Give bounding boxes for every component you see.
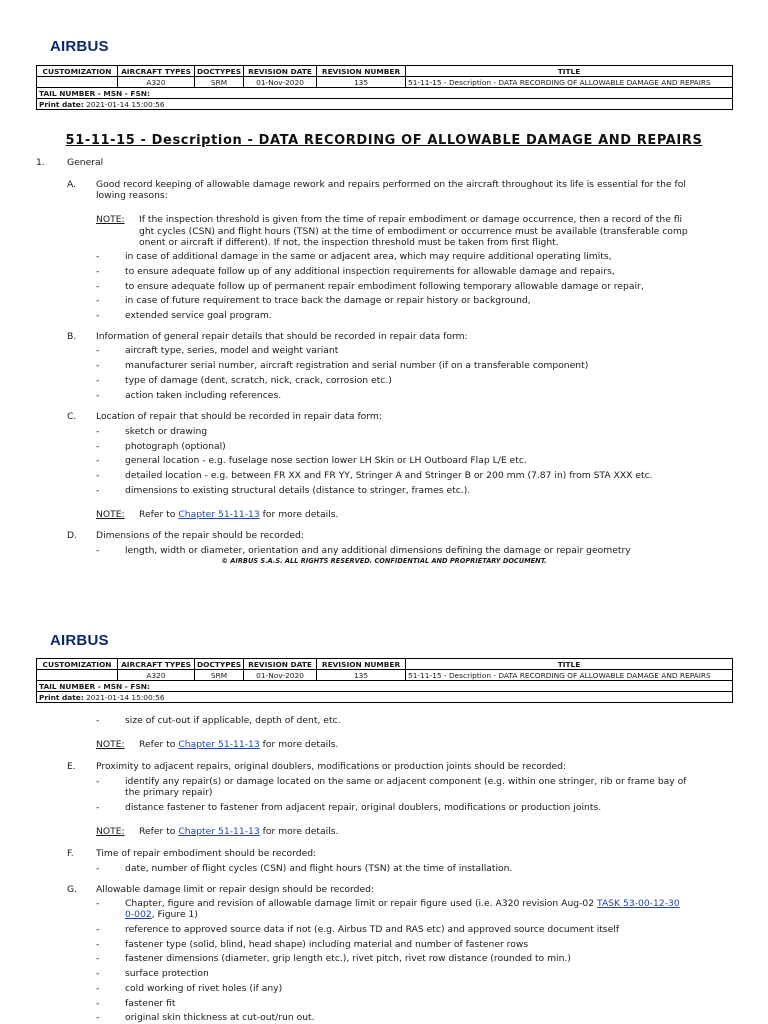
list-item: cold working of rivet holes (if any) (125, 983, 283, 994)
list-item: identify any repair(s) or damage located on the same or adjacent component (e.g. within one stringer, rib or frame bay of (125, 776, 687, 787)
list-dash: - (96, 345, 100, 356)
tail-number-label: TAIL NUMBER - MSN - FSN: (37, 88, 733, 99)
col-revision-date: REVISION DATE (244, 659, 317, 670)
section-heading: General (67, 157, 104, 168)
list-dash: - (96, 863, 100, 874)
note-text: ght cycles (CSN) and flight hours (TSN) at the time of embodiment or occurrence must be available (transferable comp (139, 226, 688, 237)
chapter-link[interactable]: Chapter 51-11-13 (178, 739, 260, 750)
list-item: to ensure adequate follow up of permanent repair embodiment following temporary allowable damage or repair, (125, 281, 644, 292)
chapter-link[interactable]: Chapter 51-11-13 (178, 509, 260, 520)
para-letter-g: G. (67, 884, 78, 895)
list-dash: - (96, 924, 100, 935)
col-title: TITLE (406, 66, 733, 77)
list-dash: - (96, 715, 100, 726)
airbus-logo: AIRBUS (50, 38, 109, 55)
list-item: photograph (optional) (125, 441, 226, 452)
list-dash: - (96, 295, 100, 306)
list-dash: - (96, 802, 100, 813)
task-link[interactable]: TASK 53-00-12-30 (597, 898, 680, 909)
note-label: NOTE: (96, 214, 125, 225)
col-customization: CUSTOMIZATION (37, 659, 118, 670)
document-title: 51-11-15 - Description - DATA RECORDING OF ALLOWABLE DAMAGE AND REPAIRS (65, 133, 703, 148)
para-letter-f: F. (67, 848, 74, 859)
list-item: fastener type (solid, blind, head shape) including material and number of fastener rows (125, 939, 529, 950)
cell-customization (37, 670, 118, 681)
print-date-value: 2021-01-14 15:00:56 (86, 99, 165, 109)
list-item-continued: the primary repair) (125, 787, 213, 798)
para-b-text: Information of general repair details that should be recorded in repair data form: (96, 331, 468, 342)
para-letter-d: D. (67, 530, 77, 541)
list-dash: - (96, 545, 100, 556)
list-item: in case of future requirement to trace back the damage or repair history or background, (125, 295, 531, 306)
para-d-text: Dimensions of the repair should be recorded: (96, 530, 304, 541)
list-item: action taken including references. (125, 390, 282, 401)
list-item: reference to approved source data if not (e.g. Airbus TD and RAS etc) and approved source document itself (125, 924, 620, 935)
list-dash: - (96, 266, 100, 277)
para-letter-c: C. (67, 411, 77, 422)
list-item: to ensure adequate follow up of any additional inspection requirements for allowable damage and repairs, (125, 266, 615, 277)
refer-text: Refer to (139, 739, 176, 750)
list-item: original skin thickness at cut-out/run out. (125, 1012, 315, 1023)
para-e-text: Proximity to adjacent repairs, original doublers, modifications or production joints should be recorded: (96, 761, 567, 772)
print-date-row (37, 692, 733, 703)
list-dash: - (96, 1012, 100, 1023)
note-refer (139, 739, 338, 750)
para-letter-b: B. (67, 331, 77, 342)
section-number: 1. (36, 157, 45, 168)
list-dash: - (96, 390, 100, 401)
list-item: general location - e.g. fuselage nose section lower LH Skin or LH Outboard Flap L/E etc. (125, 455, 527, 466)
tail-number-row (37, 88, 733, 99)
list-dash: - (96, 426, 100, 437)
list-dash: - (96, 983, 100, 994)
list-dash: - (96, 898, 100, 909)
tail-number-row (37, 681, 733, 692)
col-aircraft-types: AIRCRAFT TYPES (118, 659, 195, 670)
list-item: extended service goal program. (125, 310, 272, 321)
print-date-label: Print date: (39, 692, 84, 702)
list-dash: - (96, 375, 100, 386)
refer-tail: for more details. (262, 739, 339, 750)
list-dash: - (96, 455, 100, 466)
col-revision-number: REVISION NUMBER (317, 659, 406, 670)
list-dash: - (96, 281, 100, 292)
cell-title: 51-11-15 - Description - DATA RECORDING OF ALLOWABLE DAMAGE AND REPAIRS (406, 670, 733, 681)
note-text: If the inspection threshold is given from the time of repair embodiment or damage occurrence, then a record of the fli (139, 214, 683, 225)
list-dash: - (96, 953, 100, 964)
list-item: manufacturer serial number, aircraft registration and serial number (if on a transferable component) (125, 360, 589, 371)
airbus-logo: AIRBUS (50, 632, 109, 649)
list-dash: - (96, 360, 100, 371)
metadata-table (36, 658, 733, 703)
col-revision-date: REVISION DATE (244, 66, 317, 77)
note-text: onent or aircraft if different). If not, the inspection threshold must be taken from first flight. (139, 237, 559, 248)
tail-number-label: TAIL NUMBER - MSN - FSN: (37, 681, 733, 692)
cell-revision-number: 135 (317, 670, 406, 681)
cell-doctypes: SRM (195, 670, 244, 681)
list-dash: - (96, 776, 100, 787)
print-date-row (37, 99, 733, 110)
print-date-cell (37, 99, 733, 110)
list-item: type of damage (dent, scratch, nick, crack, corrosion etc.) (125, 375, 392, 386)
cell-doctypes: SRM (195, 77, 244, 88)
list-item: sketch or drawing (125, 426, 208, 437)
col-doctypes: DOCTYPES (195, 659, 244, 670)
list-item: in case of additional damage in the same or adjacent area, which may require additional operating limits, (125, 251, 612, 262)
list-dash: - (96, 485, 100, 496)
cell-aircraft-types: A320 (118, 670, 195, 681)
list-dash: - (96, 441, 100, 452)
metadata-value-row (37, 77, 733, 88)
list-item: detailed location - e.g. between FR XX and FR YY, Stringer A and Stringer B or 200 mm (7.87 in) from STA XXX etc. (125, 470, 653, 481)
note-label: NOTE: (96, 739, 125, 750)
para-f-text: Time of repair embodiment should be recorded: (96, 848, 317, 859)
print-date-cell (37, 692, 733, 703)
list-item-text: Chapter, figure and revision of allowable damage limit or repair figure used (i.e. A320 revision Aug-02 (125, 898, 595, 909)
list-item-continued (125, 909, 198, 920)
list-item: date, number of flight cycles (CSN) and flight hours (TSN) at the time of installation. (125, 863, 513, 874)
list-item-text: , Figure 1) (151, 909, 198, 920)
metadata-header-row (37, 659, 733, 670)
copyright-notice: © AIRBUS S.A.S. ALL RIGHTS RESERVED. CONFIDENTIAL AND PROPRIETARY DOCUMENT. (221, 557, 547, 565)
list-item: size of cut-out if applicable, depth of dent, etc. (125, 715, 341, 726)
col-revision-number: REVISION NUMBER (317, 66, 406, 77)
note-label: NOTE: (96, 509, 125, 520)
chapter-link[interactable]: Chapter 51-11-13 (178, 826, 260, 837)
cell-customization (37, 77, 118, 88)
para-letter-a: A. (67, 179, 77, 190)
list-item: surface protection (125, 968, 209, 979)
para-a-text: lowing reasons: (96, 190, 168, 201)
col-doctypes: DOCTYPES (195, 66, 244, 77)
cell-revision-number: 135 (317, 77, 406, 88)
cell-revision-date: 01-Nov-2020 (244, 670, 317, 681)
list-item: dimensions to existing structural details (distance to stringer, frames etc.). (125, 485, 471, 496)
list-item: length, width or diameter, orientation and any additional dimensions defining the damage or repair geometry (125, 545, 631, 556)
list-item: fastener fit (125, 998, 176, 1009)
col-aircraft-types: AIRCRAFT TYPES (118, 66, 195, 77)
print-date-label: Print date: (39, 99, 84, 109)
task-link[interactable]: 0-002 (125, 909, 152, 920)
cell-title: 51-11-15 - Description - DATA RECORDING OF ALLOWABLE DAMAGE AND REPAIRS (406, 77, 733, 88)
para-a-text: Good record keeping of allowable damage rework and repairs performed on the aircraft throughout its life is essential for the fol (96, 179, 686, 190)
list-dash: - (96, 470, 100, 481)
list-dash: - (96, 968, 100, 979)
list-dash: - (96, 998, 100, 1009)
note-refer (139, 826, 338, 837)
list-item: distance fastener to fastener from adjacent repair, original doublers, modifications or production joints. (125, 802, 602, 813)
col-customization: CUSTOMIZATION (37, 66, 118, 77)
note-label: NOTE: (96, 826, 125, 837)
metadata-table (36, 65, 733, 110)
para-letter-e: E. (67, 761, 76, 772)
para-g-text: Allowable damage limit or repair design should be recorded: (96, 884, 375, 895)
para-c-text: Location of repair that should be recorded in repair data form: (96, 411, 382, 422)
list-item: fastener dimensions (diameter, grip length etc.), rivet pitch, rivet row distance (rounded to min.) (125, 953, 571, 964)
metadata-value-row (37, 670, 733, 681)
list-item: aircraft type, series, model and weight variant (125, 345, 339, 356)
list-dash: - (96, 251, 100, 262)
refer-text: Refer to (139, 509, 176, 520)
print-date-value: 2021-01-14 15:00:56 (86, 692, 165, 702)
metadata-header-row (37, 66, 733, 77)
refer-tail: for more details. (262, 826, 339, 837)
note-refer (139, 509, 338, 520)
list-dash: - (96, 939, 100, 950)
list-item (125, 898, 680, 909)
col-title: TITLE (406, 659, 733, 670)
refer-tail: for more details. (262, 509, 339, 520)
list-dash: - (96, 310, 100, 321)
refer-text: Refer to (139, 826, 176, 837)
cell-revision-date: 01-Nov-2020 (244, 77, 317, 88)
cell-aircraft-types: A320 (118, 77, 195, 88)
